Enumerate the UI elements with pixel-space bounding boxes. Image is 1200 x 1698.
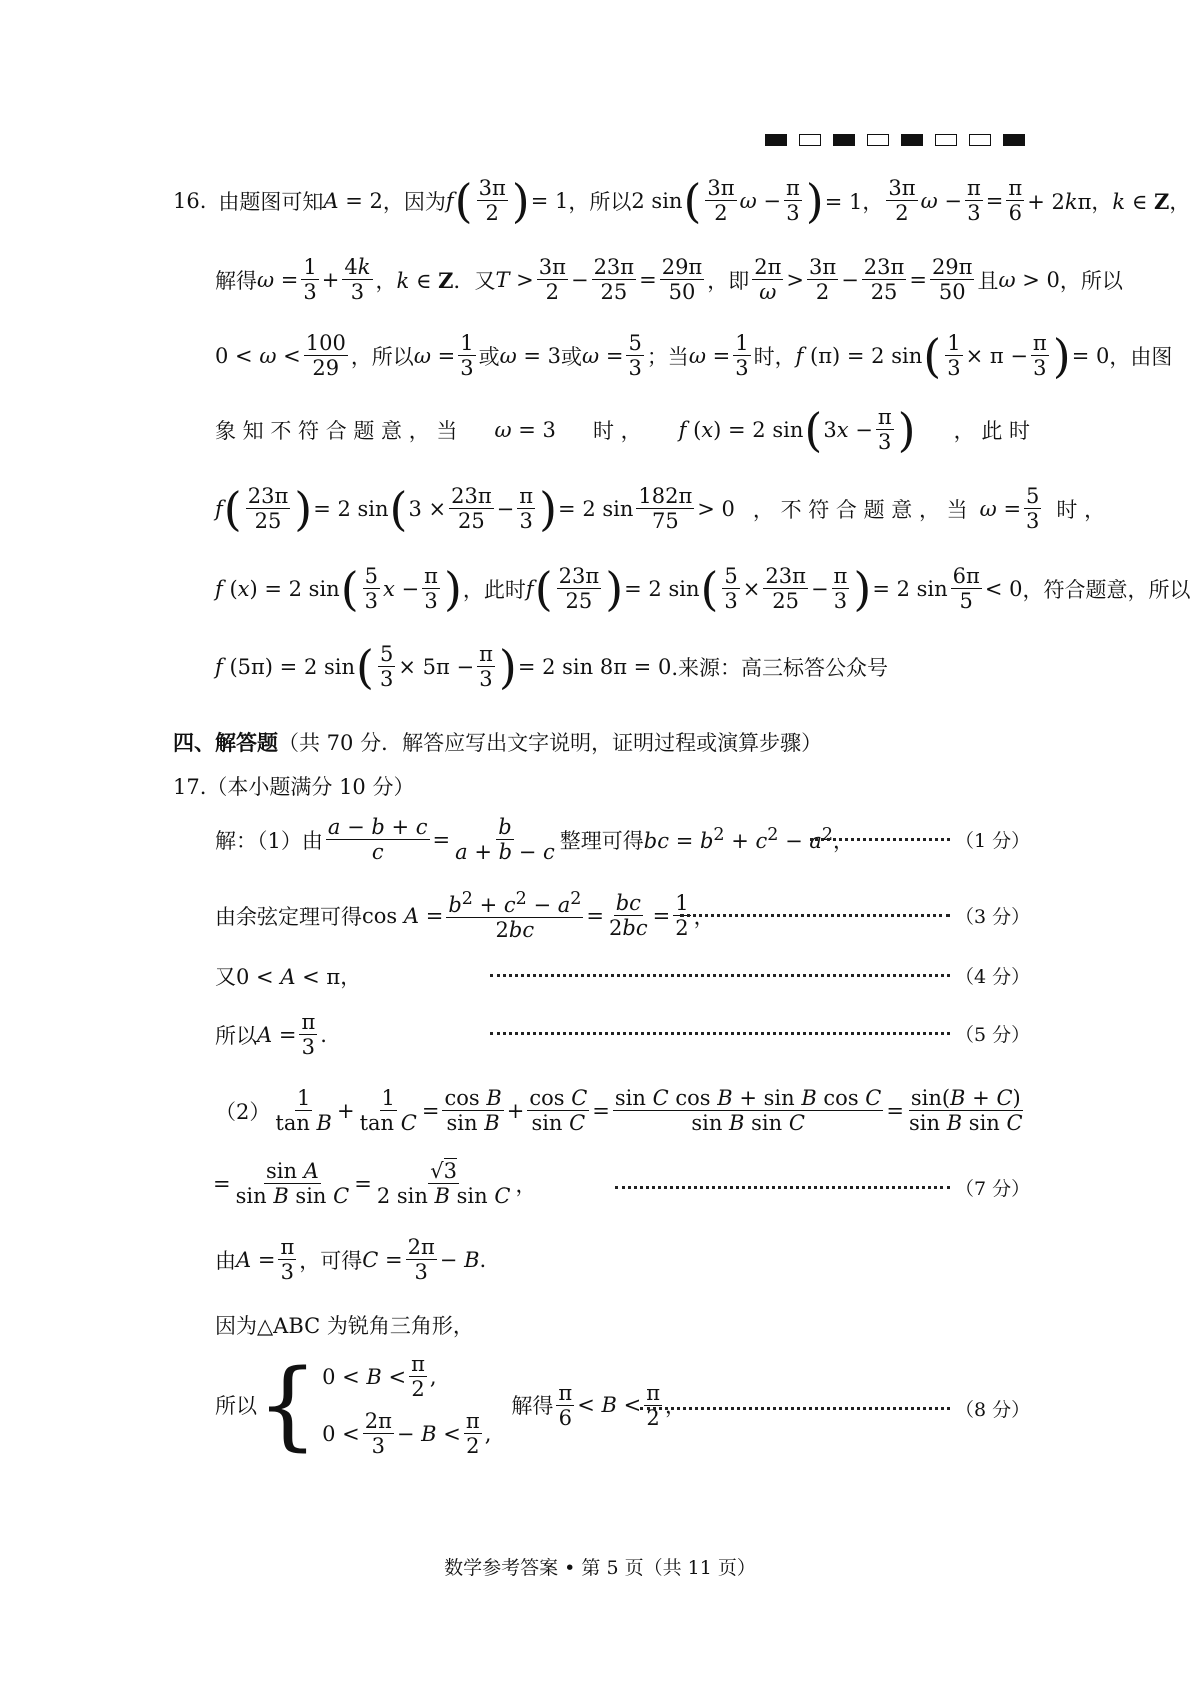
mark-empty [867,134,889,146]
dot-leader [490,1032,950,1035]
mark-empty [935,134,957,146]
q16-text: 或 [478,344,500,369]
score-1: （1 分） [955,830,1031,852]
q16-text: ，因为 [382,189,446,214]
score-3: （3 分） [955,906,1031,928]
q17-text: 所以 [215,1394,257,1419]
q17-text: 整理可得 [559,828,644,853]
dot-leader [640,1407,950,1410]
q16-text: ，所以 [1059,268,1123,293]
section-heading [173,727,822,757]
q16-text: 时， [753,344,796,369]
q16-text: ， 此 时 [953,418,1030,443]
q16-text: 或 [561,344,583,369]
q16-text: ，此时 [462,577,526,602]
q16-text: ，由图 [1109,344,1173,369]
q16-text: 时 ， [592,418,642,443]
q17-text: 解得 [511,1394,554,1419]
mark-empty [799,134,821,146]
q16-text: ， 不 符 合 题 意 ， 当 [752,497,968,522]
q16-text: ，符合题意，所以 [1022,577,1191,602]
q16-line-4: 象 知 不 符 合 题 意 ， 当 ω = 3 时 ， f (x) = 2 sin ( 3x − $\frac{\pi}{3}$ ) ， 此 时 [215,402,1030,457]
q16-number: 16. [173,188,207,213]
q16-line-2: 解得 ω = $\frac{1}{3}$ + $\frac{4k}{3}$ ，k ∈ Z． 又 T > $\frac{3\pi}{2}$ − $\frac{23\pi}{25}$ = $\frac{29\pi}{50}$ ，即 $\frac{2\pi}{\omega}$ > $\frac{3\pi}{2}$ − $\frac{23\pi}{25}$ = $\frac{29\pi}{50}$ 且 ω > 0 ，所以 [215,255,1123,305]
q16-text: 由题图可知 [218,189,324,214]
q17-text: 由余弦定理可得 [215,904,362,929]
q17-title: 17.（本小题满分 10 分） [173,775,415,799]
dot-leader [490,974,950,977]
section-title: 四、解答题 [173,731,278,755]
q16-text: 且 [977,268,999,293]
mark-filled [901,134,923,146]
q17-text: 解：（1）由 [215,828,323,853]
q17-line-5: （2） $\frac{1}{\text{tan B}}$ + $\frac{1}{\text{tan C}}$ = $\frac{\text{cos B}}{\text{sin B}}$ + $\frac{\text{cos C}}{\text{sin C}}$ = $\frac{\text{sin C cos B + sin B cos C}}{\text{sin B sin C}}$ = $\frac{\sin(B + C)}{\text{sin B sin C}}$ [215,1086,1023,1136]
q17-text: （2） [215,1099,271,1124]
section-note: （共 70 分．解答应写出文字说明，证明过程或演算步骤） [278,731,823,755]
mark-filled [765,134,787,146]
page-footer: 数学参考答案 • 第 5 页（共 11 页） [444,1557,756,1579]
q17-text: ，可得 [299,1248,363,1273]
score-4: （4 分） [955,966,1031,988]
dot-leader [680,914,950,917]
q16-line-5: f ( $\frac{23\pi}{25}$ ) = 2 sin ( 3 × $\frac{23\pi}{25}$ − $\frac{\pi}{3}$ ) = 2 sin $\frac{182\pi}{75}$ > 0 ， 不 符 合 题 意 ， 当 ω = $\frac{5}{3}$ 时 ， [215,481,1106,536]
q16-text: 象 知 不 符 合 题 意 ， 当 [215,418,458,443]
q17-line-2: 由余弦定理可得 cos A = $\frac{b^2 + c^2 - a^2}{2bc}$ = $\frac{bc}{2bc}$ = $\frac{1}{2}$ ， [215,889,715,943]
score-7: （7 分） [955,1178,1031,1200]
q17-line-8: 因为△ABC 为锐角三角形， [215,1314,474,1338]
q16-line-3: 0 < ω < $\frac{100}{29}$ ，所以 ω = $\frac{1}{3}$ 或 ω = 3 或 ω = $\frac{5}{3}$ ；当 ω = $\frac{1}{3}$ 时， f (π) = 2 sin ( $\frac{1}{3}$ × π − $\frac{\pi}{3}$ ) = 0 ，由图 [215,328,1173,383]
dot-leader [810,838,950,841]
mark-empty [969,134,991,146]
q16-text: ；当 [646,344,689,369]
q17-line-1: 解：（1）由 $\frac{a - b + c}{c}$ = $\frac{b}{a + b - c}$ 整理可得 bc = $b^2 + c^2 - a^2$， [215,815,855,865]
q17-text: 由 [215,1248,236,1273]
q16-text: ，所以 [350,344,414,369]
mark-filled [833,134,855,146]
score-5: （5 分） [955,1024,1031,1046]
q16-line-6: f (x) = 2 sin ( $\frac{5}{3}$ x − $\frac{\pi}{3}$ ) ，此时 f ( $\frac{23\pi}{25}$ ) = 2 sin ( $\frac{5}{3}$ × $\frac{23\pi}{25}$ − $\frac{\pi}{3}$ ) = 2 sin $\frac{6\pi}{5}$ < 0 ，符合题意，所以 [215,561,1191,616]
q17-text: 所以 [215,1023,257,1048]
q16-source-text: .来源：高三标答公众号 [671,655,888,680]
header-marks [765,134,1025,146]
score-8: （8 分） [955,1399,1031,1421]
q16-line-7: f (5π) = 2 sin ( $\frac{5}{3}$ × 5π − $\frac{\pi}{3}$ ) = 2 sin 8π = 0 .来源：高三标答公众号 [215,639,888,694]
q17-line-7: 由 A = $\frac{\pi}{3}$ ，可得 C = $\frac{2\pi}{3}$ − B. [215,1235,487,1285]
q16-text: 解得 [215,268,257,293]
q16-text: 又 [474,268,496,293]
q16-text: ，所以 [568,189,632,214]
q17-line-3: 又0 < A < π， [215,965,362,989]
q16-line-1: 16. 由题图可知 A = 2 ，因为 f ( $\frac{3\pi}{2}$ ) = 1 ，所以 2 sin ( $\frac{3\pi}{2}$ ω − $\frac{\pi}{3}$ ) = 1， $\frac{3\pi}{2}$ ω − $\frac{\pi}{3}$ = $\frac{\pi}{6}$ + 2kπ，k ∈ Z， [173,173,1191,228]
mark-filled [1003,134,1025,146]
q17-text: 又 [215,965,236,989]
q17-line-6: = $\frac{\text{sin A}}{\text{sin B sin C}}$ = $\frac{√3}{\text{2 sin B sin C}}$ ， [213,1159,537,1209]
q16-text: 时 ， [1056,497,1106,522]
q16-text: ，即 [707,268,750,293]
q17-line-9: 所以 { 0 < B < $\frac{\pi}{2}$ , 0 < $\frac{2\pi}{3}$ − B < $\frac{\pi}{2}$ , 解得 $\frac{\pi}{6}$ < B < $\frac{\pi}{2}$ ， [215,1349,687,1462]
q17-line-4: 所以 A = $\frac{\pi}{3}$ . [215,1010,327,1060]
dot-leader [615,1186,950,1189]
